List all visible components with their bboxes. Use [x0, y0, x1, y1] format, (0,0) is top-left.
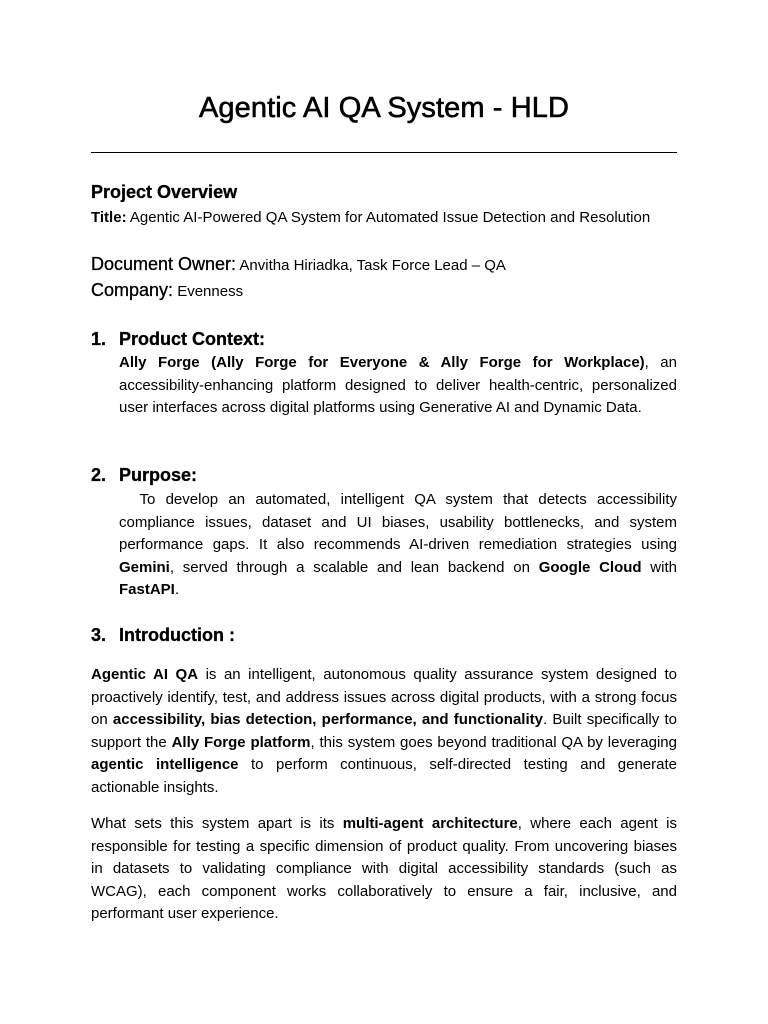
paragraph-text: is an intelligent, autonomous quality assurance system designed to proactively identify, test, and address issues across digital products, with a strong focus on	[91, 666, 677, 728]
section-title: Introduction :	[119, 625, 235, 645]
section-heading-introduction	[91, 625, 235, 646]
project-overview-heading: Project Overview	[91, 182, 238, 202]
company-label: Company:	[91, 280, 174, 300]
paragraph-text: What sets this system apart is its	[91, 815, 343, 832]
paragraph-text: , where each agent is responsible for testing a specific dimension of product quality. From uncovering biases in datasets to validating compliance with digital accessibility standards (such as WCAG), each component works collaboratively to ensure a fair, inclusive, and performant user experience.	[91, 815, 677, 922]
introduction-paragraph-2	[91, 813, 677, 926]
paragraph-text: .	[174, 581, 180, 598]
bold-text: accessibility, bias detection, performance, and functionality	[112, 711, 543, 728]
bold-text: Ally Forge platform	[171, 733, 311, 751]
company-value: Evenness	[173, 283, 244, 300]
document-owner-value: Anvitha Hiriadka, Task Force Lead – QA	[236, 257, 506, 274]
purpose-paragraph	[119, 489, 682, 602]
document-title: Agentic AI QA System - HLD	[198, 92, 570, 124]
section-number: 1.	[91, 329, 107, 349]
project-title-label: Title:	[91, 209, 127, 226]
bold-text: Ally Forge (Ally Forge for Everyone & Ally Forge for Workplace)	[119, 354, 645, 371]
section-title: Product Context:	[119, 329, 265, 349]
section-heading-purpose	[91, 465, 197, 486]
paragraph-text: , an accessibility-enhancing platform designed to deliver health-centric, personalized user interfaces across digital platforms using Generative AI and Dynamic Data.	[119, 354, 677, 416]
section-heading-product-context	[91, 329, 265, 350]
paragraph-text: , served through a scalable and lean backend on	[169, 558, 539, 576]
title-divider	[91, 152, 677, 153]
bold-text: FastAPI	[119, 581, 175, 598]
section-number: 3.	[91, 625, 107, 645]
bold-text: Agentic AI QA	[91, 666, 199, 683]
company-line	[91, 280, 677, 301]
bold-text: Gemini	[119, 558, 170, 576]
section-title: Purpose:	[119, 465, 198, 485]
project-title-line	[91, 207, 677, 230]
document-owner-label: Document Owner:	[91, 254, 237, 274]
section-number: 2.	[91, 465, 107, 485]
product-context-paragraph	[119, 352, 677, 420]
project-title-value: Agentic AI-Powered QA System for Automated Issue Detection and Resolution	[126, 209, 651, 226]
bold-text: agentic intelligence	[91, 756, 239, 773]
paragraph-text: , this system goes beyond traditional QA by leveraging	[310, 733, 677, 751]
introduction-paragraph-1	[91, 664, 677, 799]
paragraph-text: . Built specifically to support the	[91, 711, 677, 751]
bold-text: Google Cloud	[538, 558, 642, 576]
bold-text: multi-agent architecture	[342, 815, 518, 832]
paragraph-text: to perform continuous, self-directed testing and generate actionable insights.	[91, 756, 677, 796]
paragraph-text: with	[641, 558, 682, 576]
paragraph-text: To develop an automated, intelligent QA system that detects accessibility compliance issues, dataset and UI biases, usability bottlenecks, and system performance gaps. It also recommends AI-driven remediation strategies using	[119, 491, 682, 553]
document-owner-line	[91, 254, 677, 275]
